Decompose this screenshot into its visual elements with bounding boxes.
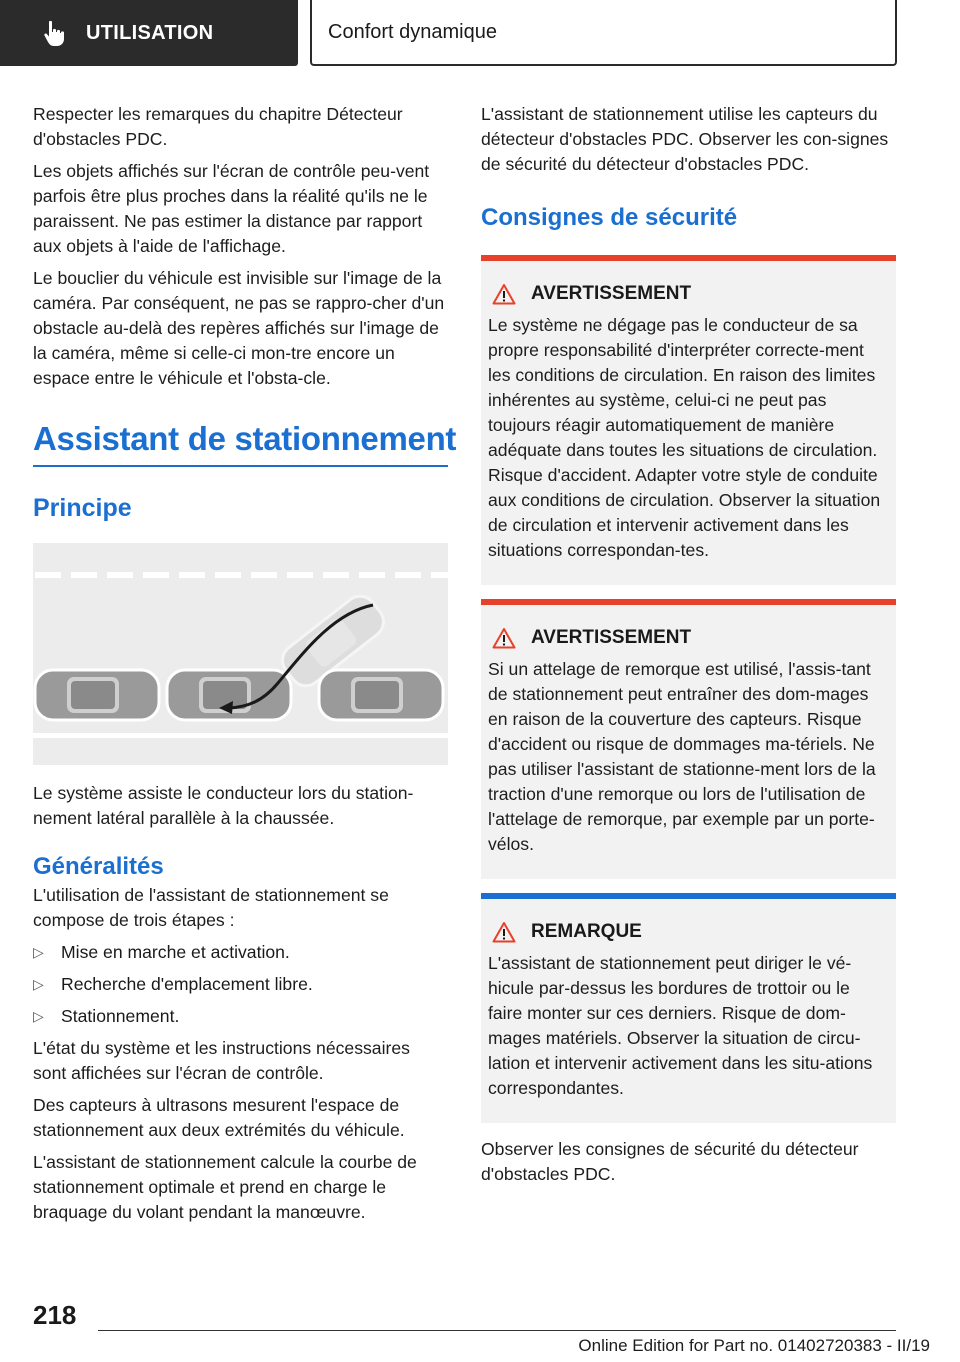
list-item-text: Mise en marche et activation. [61,942,290,962]
triangle-bullet-icon: ▷ [33,944,44,960]
warning-box [481,599,896,879]
note-box [481,893,896,1123]
paragraph: L'état du système et les instructions nécessaires sont affichées sur l'écran de contrôle. [33,1038,410,1083]
list-item [33,1004,448,1029]
edition-text: Online Edition for Part no. 01402720383 - II/19 [578,1336,930,1355]
warning-triangle-icon [492,627,516,649]
chapter-title: Confort dynamique [328,20,497,43]
paragraph: L'utilisation de l'assistant de stationnement se compose de trois étapes : [33,885,389,930]
footer-rule [98,1330,896,1331]
subsection-heading: Généralités [33,853,164,880]
parking-diagram [33,543,448,765]
list-item-text: Stationnement. [61,1006,180,1026]
left-column [33,102,457,1232]
chapter-header [310,0,897,66]
paragraph: Observer les consignes de sécurité du détecteur d'obstacles PDC. [481,1139,859,1184]
figure-caption: Le système assiste le conducteur lors du station‐nement latéral parallèle à la chaussée. [33,783,414,828]
warning-title: AVERTISSEMENT [531,283,692,304]
right-column [481,102,896,1194]
list-item-text: Recherche d'emplacement libre. [61,974,313,994]
note-title: REMARQUE [531,921,642,942]
warning-title: AVERTISSEMENT [531,627,692,648]
warning-text: Si un attelage de remorque est utilisé, l'assis‐tant de stationnement peut entraîner des dom‐mages en raison de la couverture des capteurs. Risque d'accident ou risque de dommages ma‐tériels. Ne pas utiliser l'assistant de stationne‐ment lors de la traction d'une remorque ou lors de l'utilisation de l'attelage de remorque, par exemple par un porte-vélos. [488,659,876,854]
note-text: L'assistant de stationnement peut diriger le vé‐hicule par-dessus les bordures de trottoir ou le faire monter sur ces derniers. Risque de dom‐mages matériels. Observer la situation de circu‐lation et intervenir activement dans les situ‐ations correspondantes. [488,953,873,1098]
paragraph: Le bouclier du véhicule est invisible sur l'image de la caméra. Par conséquent, ne pas se rappro‐cher d'un obstacle au-delà des repères affichés sur l'image de la caméra, même si celle-ci mon‐tre encore un espace entre le véhicule et l'obsta‐cle. [33,268,445,388]
triangle-bullet-icon: ▷ [33,976,44,992]
paragraph: Les objets affichés sur l'écran de contrôle peu‐vent parfois être plus proches dans la réalité qu'ils ne le paraissent. Ne pas estimer la distance par rapport aux objets à l'aide de l'affichage. [33,161,430,256]
section-heading: Assistant de stationnement [33,419,448,467]
paragraph: L'assistant de stationnement calcule la courbe de stationnement optimale et prend en charge le braquage du volant pendant la manœuvre. [33,1152,417,1222]
subsection-heading: Principe [33,494,132,522]
page-number: 218 [33,1300,77,1330]
paragraph: L'assistant de stationnement utilise les capteurs du détecteur d'obstacles PDC. Observer les con‐signes de sécurité du détecteur d'obstacles PDC. [481,104,889,174]
note-triangle-icon [492,921,516,943]
section-tab [0,0,298,66]
section-title: UTILISATION [86,21,214,44]
paragraph: Des capteurs à ultrasons mesurent l'espace de stationnement aux deux extrémités du véhicule. [33,1095,405,1140]
subsection-heading: Consignes de sécurité [481,204,738,231]
list-item [33,972,448,997]
warning-text: Le système ne dégage pas le conducteur de sa propre responsabilité d'interpréter correcte‐ment les conditions de circulation. En raison des limites inhérentes au système, celui-ci ne peut pas toujours réagir automatiquement de manière adéquate dans toutes les situations de circulation. Risque d'accident. Adapter votre style de conduite aux conditions de circulation. Observer la situation de circulation et intervenir activement dans les situations correspondan‐tes. [488,315,881,560]
steps-list [33,940,448,1029]
hand-pointer-icon [40,18,70,48]
warning-triangle-icon [492,283,516,305]
triangle-bullet-icon: ▷ [33,1008,44,1024]
parking-illustration [33,543,448,765]
paragraph: Respecter les remarques du chapitre Détecteur d'obstacles PDC. [33,104,403,149]
list-item [33,940,448,965]
warning-box [481,255,896,585]
